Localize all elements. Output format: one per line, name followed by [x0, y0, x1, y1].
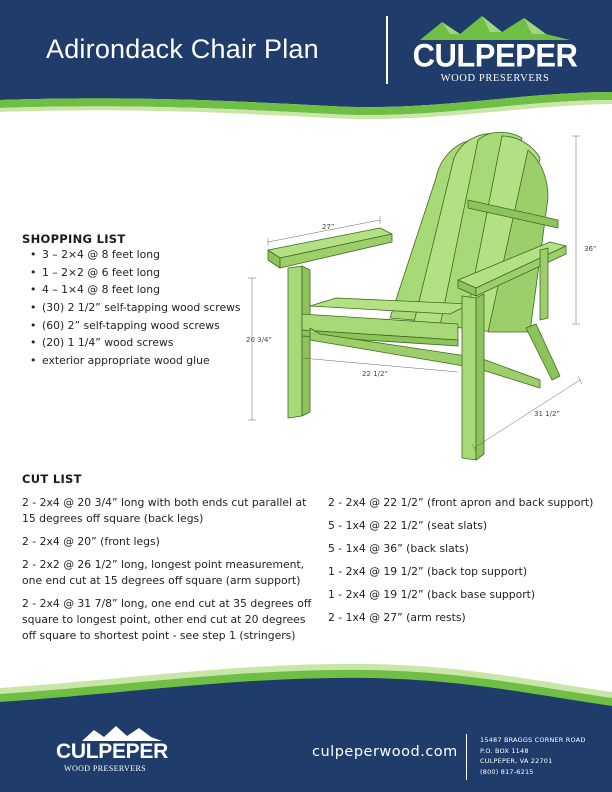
shopping-list-heading: SHOPPING LIST [22, 232, 126, 246]
dim-arm-width: 27” [322, 223, 335, 231]
list-item: • 4 – 1×4 @ 8 feet long [30, 283, 160, 297]
list-item: 5 - 1x4 @ 36” (back slats) [328, 542, 469, 555]
list-item: 2 - 2x4 @ 20” (front legs) [22, 535, 160, 548]
header-divider [386, 16, 388, 84]
list-item: 2 - 2x4 @ 20 3/4” long with both ends cut parallel at 15 degrees off square (back legs) [22, 496, 307, 525]
list-item: • (60) 2” self-tapping wood screws [30, 318, 220, 332]
mountain-logo-icon [420, 14, 570, 40]
phone-number: (800) 817-6215 [480, 767, 534, 776]
cut-list-right [328, 495, 598, 633]
cut-list-heading: CUT LIST [22, 472, 82, 486]
list-item: • 1 – 2×2 @ 6 feet long [30, 265, 160, 279]
dim-front-height: 20 3/4” [246, 336, 273, 344]
list-item: 2 - 1x4 @ 27” (arm rests) [328, 611, 466, 624]
address-line: CULPEPER, VA 22701 [480, 757, 553, 765]
cut-list-left [22, 495, 312, 651]
footer-brand-tagline: WOOD PRESERVERS [64, 764, 147, 773]
brand-logo-text: CULPEPER [412, 37, 578, 74]
list-item: 2 - 2x2 @ 26 1/2” long, longest point measurement, one end cut at 15 degrees off square (arm support) [22, 558, 305, 587]
company-address [480, 735, 586, 777]
website-link[interactable]: culpeperwood.com [312, 744, 458, 760]
list-item: • exterior appropriate wood glue [30, 354, 210, 368]
shopping-list [30, 248, 241, 372]
footer-mountain-logo-icon [82, 725, 162, 741]
list-item: 1 - 2x4 @ 19 1/2” (back base support) [328, 588, 536, 601]
footer-divider [466, 734, 467, 780]
list-item: 5 - 1x4 @ 22 1/2” (seat slats) [328, 519, 488, 532]
dim-total-height: 36” [584, 245, 597, 253]
list-item: 2 - 2x4 @ 22 1/2” (front apron and back support) [328, 496, 594, 509]
address-line: P.O. BOX 1148 [480, 746, 529, 755]
brand-tagline: WOOD PRESERVERS [440, 73, 550, 84]
list-item: • (30) 2 1/2” self-tapping wood screws [30, 301, 241, 315]
page-title: Adirondack Chair Plan [46, 34, 319, 64]
list-item: • 3 – 2×4 @ 8 feet long [30, 248, 160, 261]
dim-front-width: 22 1/2” [362, 370, 389, 378]
address-line: 15487 BRAGGS CORNER ROAD [480, 736, 586, 744]
footer-brand-text: CULPEPER [56, 740, 168, 763]
list-item: 2 - 2x4 @ 31 7/8” long, one end cut at 35 degrees off square to longest point, other end cut at 20 degrees off square to shortest point - see step 1 (stringers) [22, 597, 312, 642]
list-item: 1 - 2x4 @ 19 1/2” (back top support) [328, 565, 528, 578]
dim-depth: 31 1/2” [534, 410, 561, 418]
list-item: • (20) 1 1/4” wood screws [30, 336, 174, 350]
